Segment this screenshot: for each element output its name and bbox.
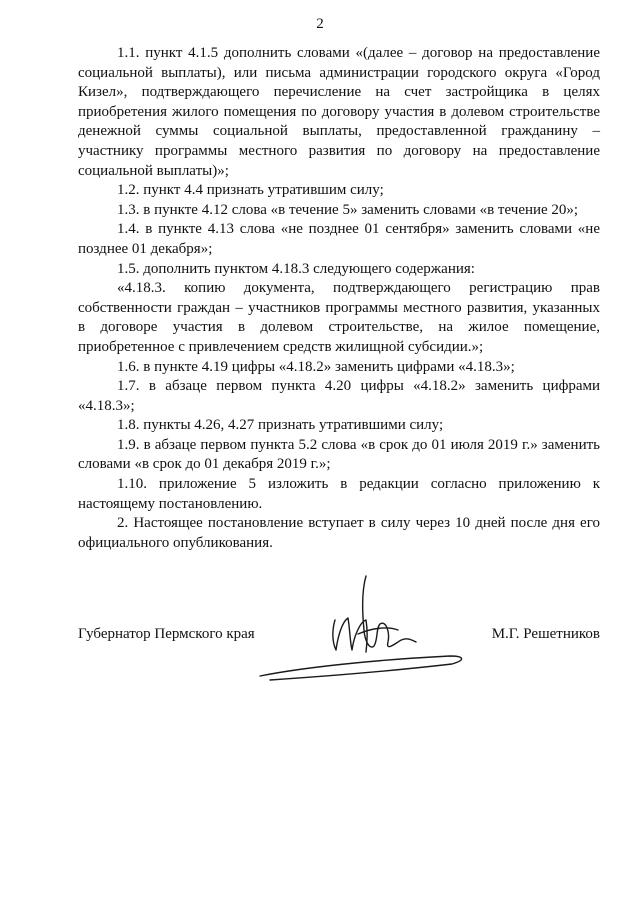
- paragraph-1-4: 1.4. в пункте 4.13 слова «не позднее 01 сентября» заменить словами «не позднее 01 декабря»;: [78, 221, 600, 257]
- signer-position: Губернатор Пермского края: [78, 626, 255, 642]
- paragraph-2: 2. Настоящее постановление вступает в силу через 10 дней после дня его официального опубликования.: [78, 515, 600, 551]
- paragraph-4-18-3: «4.18.3. копию документа, подтверждающего регистрацию прав собственности граждан – участников программы местного развития, указанных в договоре участия в долевом строительстве, на жилое помещение, приобретенное с привлечением средств жилищной субсидии.»;: [78, 280, 600, 355]
- paragraph-1-9: 1.9. в абзаце первом пункта 5.2 слова «в срок до 01 июля 2019 г.» заменить словами «в срок до 01 декабря 2019 г.»;: [78, 436, 600, 473]
- paragraph-1-7: 1.7. в абзаце первом пункта 4.20 цифры «4.18.2» заменить цифрами «4.18.3»;: [78, 378, 600, 414]
- signer-name: М.Г. Решетников: [491, 626, 600, 642]
- page-number: 2: [316, 16, 324, 32]
- paragraph-1-1: 1.1. пункт 4.1.5 дополнить словами «(далее – договор на предоставление социальной выплаты), или письма администрации городского округа «Город Кизел», подтверждающего перечисление на счет застройщика в целях приобретения жилого помещения по договору участия в долевом строительстве денежной суммы социальной выплаты, предоставленной гражданину – участнику программы местного развития по договору на предоставление социальной выплаты)»;: [78, 45, 600, 179]
- paragraph-1-3: 1.3. в пункте 4.12 слова «в течение 5» заменить словами «в течение 20»;: [117, 201, 579, 218]
- paragraph-1-10: 1.10. приложение 5 изложить в редакции согласно приложению к настоящему постановлению.: [78, 476, 600, 512]
- document-body: [78, 44, 600, 553]
- paragraph-1-2: 1.2. пункт 4.4 признать утратившим силу;: [117, 182, 384, 199]
- paragraph-1-8: 1.8. пункты 4.26, 4.27 признать утратившими силу;: [117, 417, 444, 434]
- paragraph-1-6: 1.6. в пункте 4.19 цифры «4.18.2» заменить цифрами «4.18.3»;: [117, 358, 515, 375]
- signature-block: [78, 626, 600, 656]
- paragraph-1-5: 1.5. дополнить пунктом 4.18.3 следующего содержания:: [117, 260, 475, 277]
